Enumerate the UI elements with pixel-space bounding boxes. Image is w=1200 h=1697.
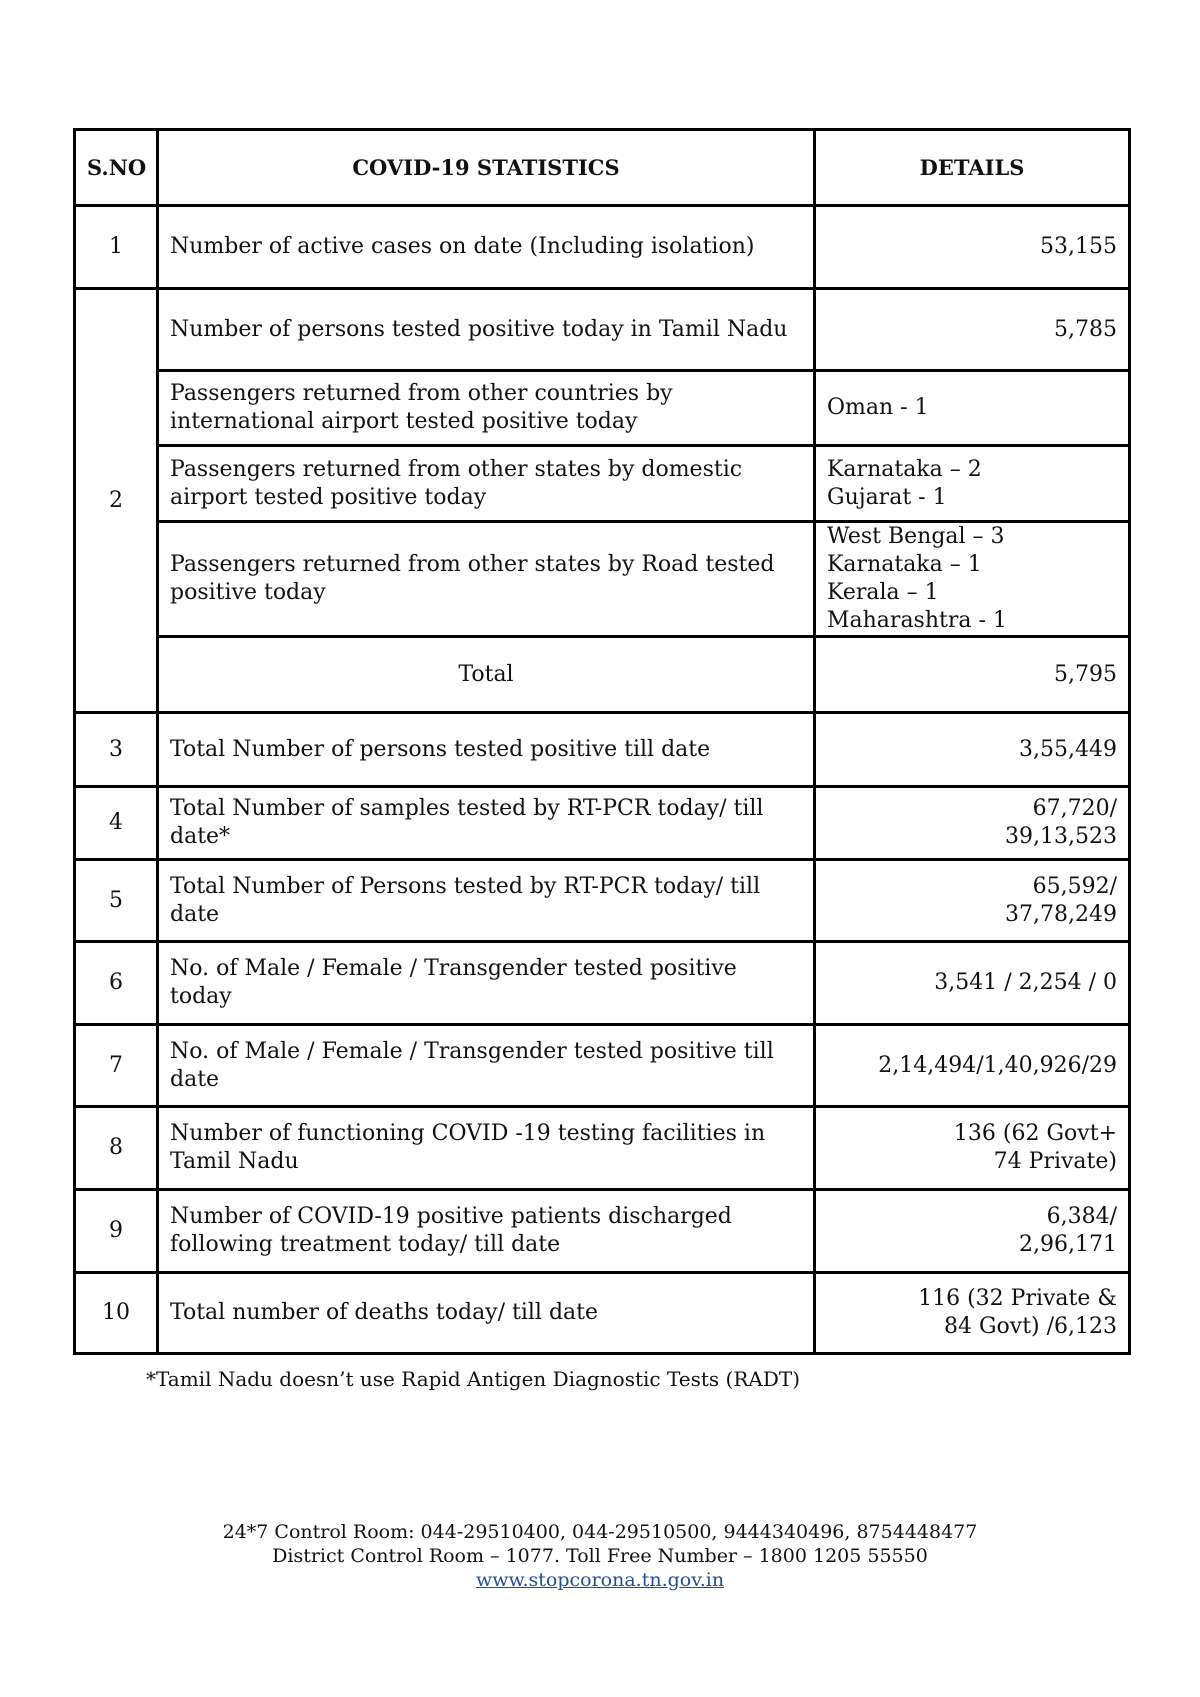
road-passengers-label: Passengers returned from other states by Road tested positive today — [158, 522, 815, 637]
table-row — [75, 1273, 1130, 1354]
value-line: 39,13,523 — [1005, 824, 1117, 849]
row-sno: 7 — [75, 1025, 158, 1107]
value-line: Kerala – 1 — [827, 580, 939, 605]
row-label: Number of COVID-19 positive patients discharged following treatment today/ till date — [158, 1190, 815, 1273]
value-line: 84 Govt) /6,123 — [943, 1314, 1117, 1339]
row-value: 3,55,449 — [815, 713, 1130, 787]
value-line: 37,78,249 — [1005, 901, 1117, 927]
header-sno: S.NO — [75, 130, 158, 206]
row-label: Total Number of samples tested by RT-PCR today/ till date* — [158, 787, 815, 860]
district-control-room-and-toll-free: District Control Room – 1077. Toll Free Number – 1800 1205 55550 — [272, 1545, 928, 1567]
row-label: Number of active cases on date (Including isolation) — [158, 206, 815, 289]
table-row — [75, 713, 1130, 787]
row-sno: 2 — [75, 289, 158, 713]
row-value — [815, 1190, 1130, 1273]
table-sub-row — [75, 446, 1130, 522]
value-line: 65,592/ — [1032, 873, 1117, 899]
footnote: *Tamil Nadu doesn’t use Rapid Antigen Diagnostic Tests (RADT) — [146, 1367, 801, 1391]
row-label: Number of persons tested positive today in Tamil Nadu — [158, 289, 815, 371]
row-sno: 5 — [75, 860, 158, 942]
row-sno: 1 — [75, 206, 158, 289]
value-line: Karnataka – 1 — [827, 552, 982, 577]
control-room-numbers: 24*7 Control Room: 044-29510400, 044-29510500, 9444340496, 8754448477 — [222, 1521, 978, 1543]
total-label: Total — [158, 637, 815, 713]
row-value: 53,155 — [815, 206, 1130, 289]
total-value: 5,795 — [815, 637, 1130, 713]
table-sub-row — [75, 371, 1130, 446]
road-passengers-values — [815, 522, 1130, 637]
value-line: 67,720/ — [1032, 796, 1117, 821]
table-header-row — [75, 130, 1130, 206]
table-row — [75, 1107, 1130, 1190]
domestic-airport-passengers-values — [815, 446, 1130, 522]
row-value — [815, 1273, 1130, 1354]
header-statistics: COVID-19 STATISTICS — [158, 130, 815, 206]
value-line: Oman - 1 — [827, 395, 929, 420]
domestic-airport-passengers-label: Passengers returned from other states by domestic airport tested positive today — [158, 446, 815, 522]
table-row — [75, 1190, 1130, 1273]
value-line: West Bengal – 3 — [827, 524, 1005, 549]
international-passengers-label: Passengers returned from other countries by international airport tested positive today — [158, 371, 815, 446]
international-passengers-values — [815, 371, 1130, 446]
row-value — [815, 1107, 1130, 1190]
row-label: Total Number of Persons tested by RT-PCR today/ till date — [158, 860, 815, 942]
footer-contact — [0, 1520, 1200, 1592]
row-label: Number of functioning COVID -19 testing facilities in Tamil Nadu — [158, 1107, 815, 1190]
table-row — [75, 289, 1130, 371]
row-label: Total number of deaths today/ till date — [158, 1273, 815, 1354]
row-sno: 3 — [75, 713, 158, 787]
row-sno: 4 — [75, 787, 158, 860]
row-value — [815, 787, 1130, 860]
row-label: No. of Male / Female / Transgender tested positive till date — [158, 1025, 815, 1107]
table-row — [75, 1025, 1130, 1107]
covid-statistics-table — [73, 128, 1131, 1355]
row-label: Total Number of persons tested positive till date — [158, 713, 815, 787]
stopcorona-website-link[interactable]: www.stopcorona.tn.gov.in — [475, 1569, 725, 1591]
row-value: 2,14,494/1,40,926/29 — [815, 1025, 1130, 1107]
table-row — [75, 860, 1130, 942]
row-value: 5,785 — [815, 289, 1130, 371]
header-details: DETAILS — [815, 130, 1130, 206]
value-line: 2,96,171 — [1019, 1232, 1117, 1257]
row-sno: 8 — [75, 1107, 158, 1190]
table-sub-row — [75, 637, 1130, 713]
table-sub-row — [75, 522, 1130, 637]
row-value: 3,541 / 2,254 / 0 — [815, 942, 1130, 1025]
value-line: 136 (62 Govt+ — [953, 1121, 1117, 1146]
row-sno: 6 — [75, 942, 158, 1025]
row-value — [815, 860, 1130, 942]
table-row — [75, 206, 1130, 289]
value-line: Karnataka – 2 — [827, 456, 982, 482]
table-row — [75, 942, 1130, 1025]
row-sno: 9 — [75, 1190, 158, 1273]
row-label: No. of Male / Female / Transgender tested positive today — [158, 942, 815, 1025]
value-line: 6,384/ — [1046, 1204, 1117, 1229]
row-sno: 10 — [75, 1273, 158, 1354]
value-line: 116 (32 Private & — [918, 1286, 1117, 1311]
table-row — [75, 787, 1130, 860]
value-line: Gujarat - 1 — [827, 484, 947, 510]
value-line: 74 Private) — [993, 1149, 1117, 1174]
value-line: Maharashtra - 1 — [827, 608, 1007, 633]
